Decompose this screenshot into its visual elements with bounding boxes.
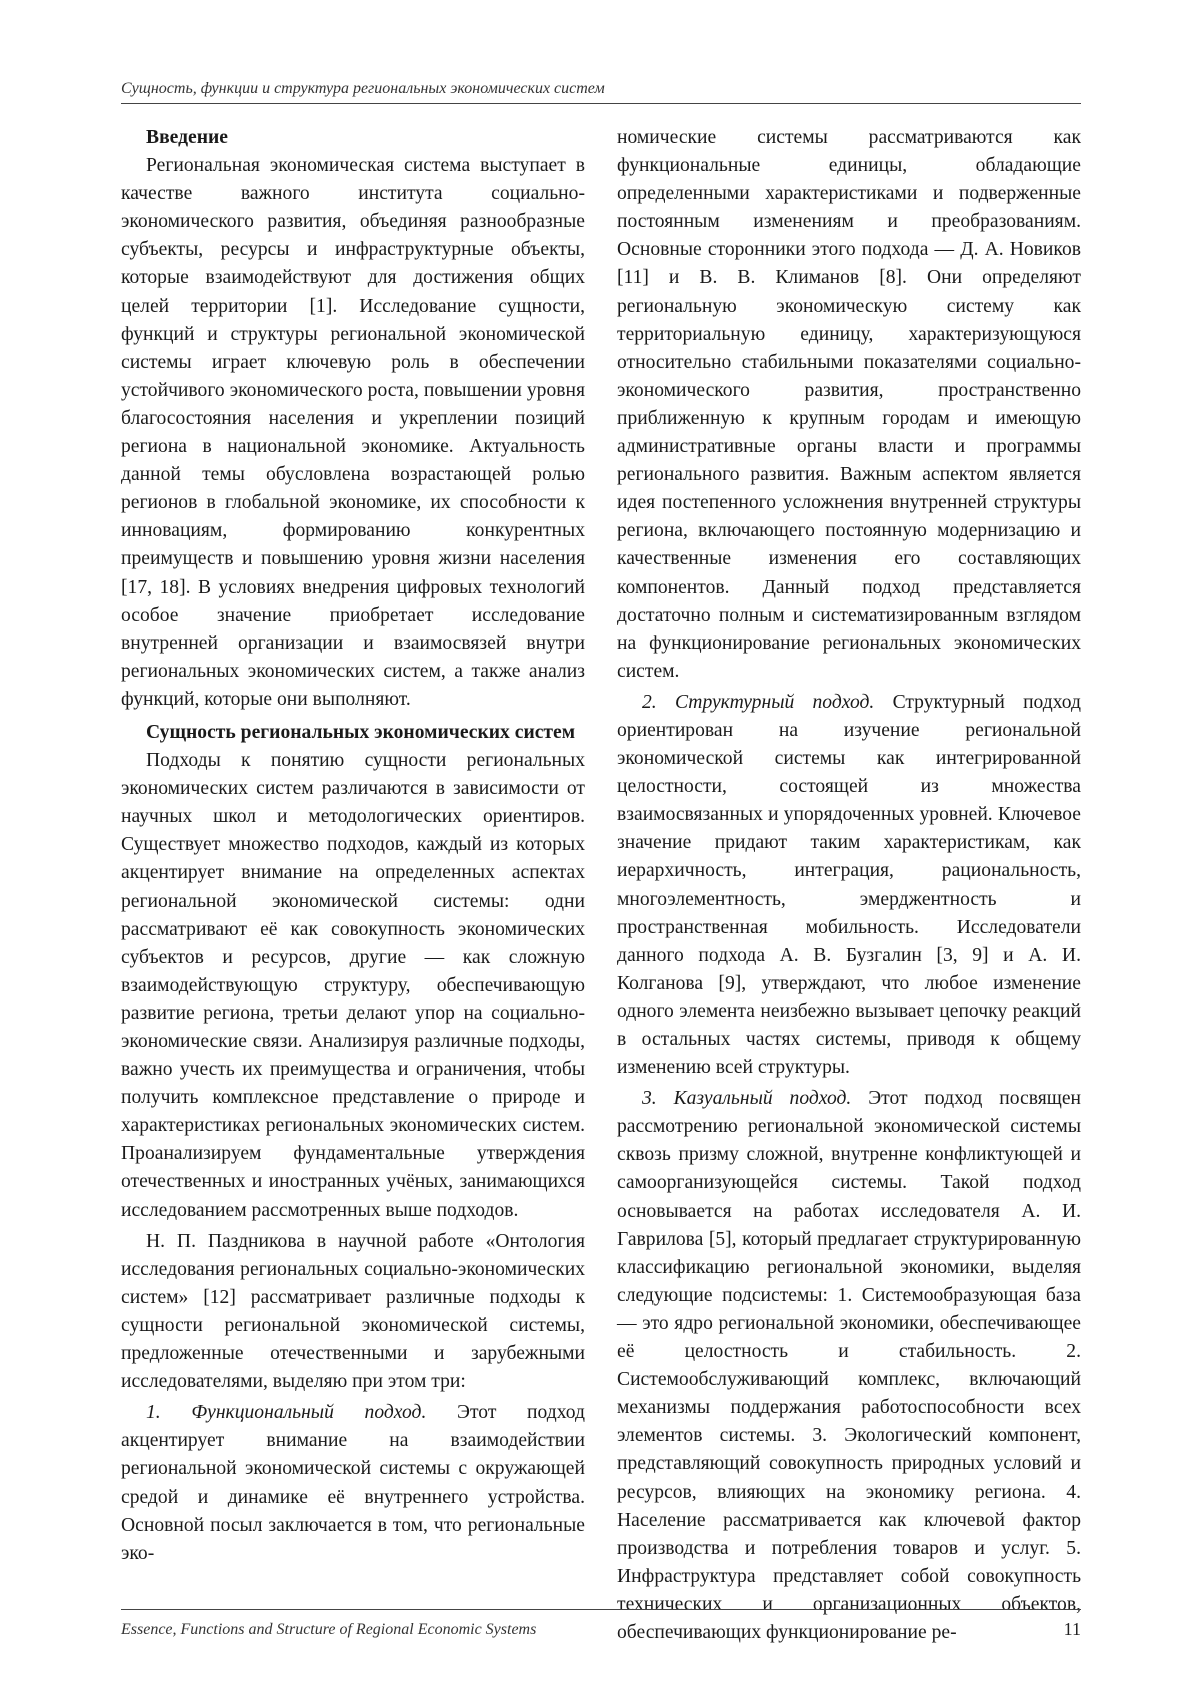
causal-approach-label: 3. Казуальный подход. — [642, 1088, 852, 1110]
section-heading-introduction: Введение — [146, 127, 228, 148]
paragraph-causal-approach — [617, 1085, 1081, 1647]
paragraph-pazdnikova: Н. П. Паздникова в научной работе «Онтология исследования региональных социально-экономических систем» [12] рассматривает различные подходы к сущности региональной экономической системы, предложенные отечественными и зарубежными исследователями, выделяю при этом три: — [121, 1230, 585, 1393]
paragraph-functional-continuation: номические системы рассматриваются как функциональные единицы, обладающие определенными характеристиками и подверженные постоянным изменениям и преобразованиям. Основные сторонники этого подхода — Д. А. Новиков [11] и В. В. Климанов [8]. Они определяют региональную экономическую систему как территориальную единицу, характеризующуюся относительно стабильными показателями социально-экономического развития, пространственно приближенную к крупным городам и имеющую административные органы власти и программы регионального развития. Важным аспектом является идея постепенного усложнения внутренней структуры региона, включающего постоянную модернизацию и качественные изменения его составляющих компонентов. Данный подход представляется достаточно полным и систематизированным взглядом на функционирование региональных экономических систем. — [617, 127, 1081, 682]
section-heading-essence: Сущность региональных экономических систем — [146, 721, 576, 743]
header-divider — [121, 103, 1081, 104]
page-number: 11 — [1063, 1619, 1081, 1639]
footer-divider — [121, 1609, 1081, 1610]
structural-approach-label: 2. Структурный подход. — [642, 691, 875, 713]
paragraph-introduction: Региональная экономическая система выступает в качестве важного института социально-экономического развития, объединяя разнообразные субъекты, ресурсы и инфраструктурные объекты, которые взаимодействуют для достижения общих целей территории [1]. Исследование сущности, функций и структуры региональной экономической системы играет ключевую роль в обеспечении устойчивого экономического роста, повышении уровня благосостояния населения и укреплении позиций региона в национальной экономике. Актуальность данной темы обусловлена возрастающей ролью регионов в глобальной экономике, их способности к инновациям, формированию конкурентных преимуществ и повышению уровня жизни населения [17, 18]. В условиях внедрения цифровых технологий особое значение приобретает исследование внутренней организации и взаимосвязей внутри региональных экономических систем, а также анализ функций, которые они выполняют. — [121, 155, 585, 710]
running-header-title: Сущность, функции и структура региональных экономических систем — [121, 80, 605, 97]
structural-approach-text: Структурный подход ориентирован на изучение региональной экономической системы как интегрированной целостности, состоящей из множества взаимосвязанных и упорядоченных уровней. Ключевое значение придают таким характеристикам, как иерархичность, интеграция, рациональность, многоэлементность, эмерджентность и пространственная мобильность. Исследователи данного подхода А. В. Бузгалин [3, 9] и А. И. Колганова [9], утверждают, что любое изменение одного элемента неизбежно вызывает цепочку реакций в остальных частях системы, приводя к общему изменению всей структуры. — [617, 691, 1082, 1079]
functional-approach-label: 1. Функциональный подход. — [146, 1402, 427, 1424]
paragraph-essence: Подходы к понятию сущности региональных экономических систем различаются в зависимости от научных школ и методологических ориентиров. Существует множество подходов, каждый из которых акцентирует внимание на определенных аспектах региональной экономической системы: одни рассматривают её как совокупность экономических субъектов и ресурсов, другие — как сложную взаимодействующую структуру, обеспечивающую развитие региона, третьи делают упор на социально-экономические связи. Анализируя различные подходы, важно учесть их преимущества и ограничения, чтобы получить комплексное представление о природе и характеристиках региональных экономических систем. Проанализируем фундаментальные утверждения отечественных и иностранных учёных, занимающихся исследованием рассмотренных выше подходов. — [121, 750, 585, 1221]
paragraph-functional-approach — [121, 1399, 585, 1568]
left-column — [121, 124, 585, 1568]
causal-approach-text: Этот подход посвящен рассмотрению региональной экономической системы сквозь призму сложной, внутренне конфликтующей и самоорганизующейся системы. Такой подход основывается на работах исследователя А. И. Гаврилова [5], который предлагает структурированную классификацию региональной экономики, выделяя следующие подсистемы: 1. Системообразующая база — это ядро региональной экономики, обеспечивающее её целостность и стабильность. 2. Системообслуживающий комплекс, включающий механизмы поддержания работоспособности всех элементов системы. 3. Экологический компонент, представляющий совокупность природных условий и ресурсов, влияющих на экономику региона. 4. Население рассматривается как ключевой фактор производства и потребления товаров и услуг. 5. Инфраструктура представляет собой совокупность технических и организационных объектов, обеспечивающих функционирование ре- — [617, 1088, 1081, 1643]
paragraph-structural-approach — [617, 689, 1081, 1082]
right-column — [617, 124, 1081, 1647]
functional-approach-text: Этот подход акцентирует внимание на взаимодействии региональной экономической системы с окружающей средой и динамике её внутреннего устройства. Основной посыл заключается в том, что региональные эко- — [121, 1402, 585, 1564]
footer-english-title: Essence, Functions and Structure of Regional Economic Systems — [121, 1621, 537, 1638]
